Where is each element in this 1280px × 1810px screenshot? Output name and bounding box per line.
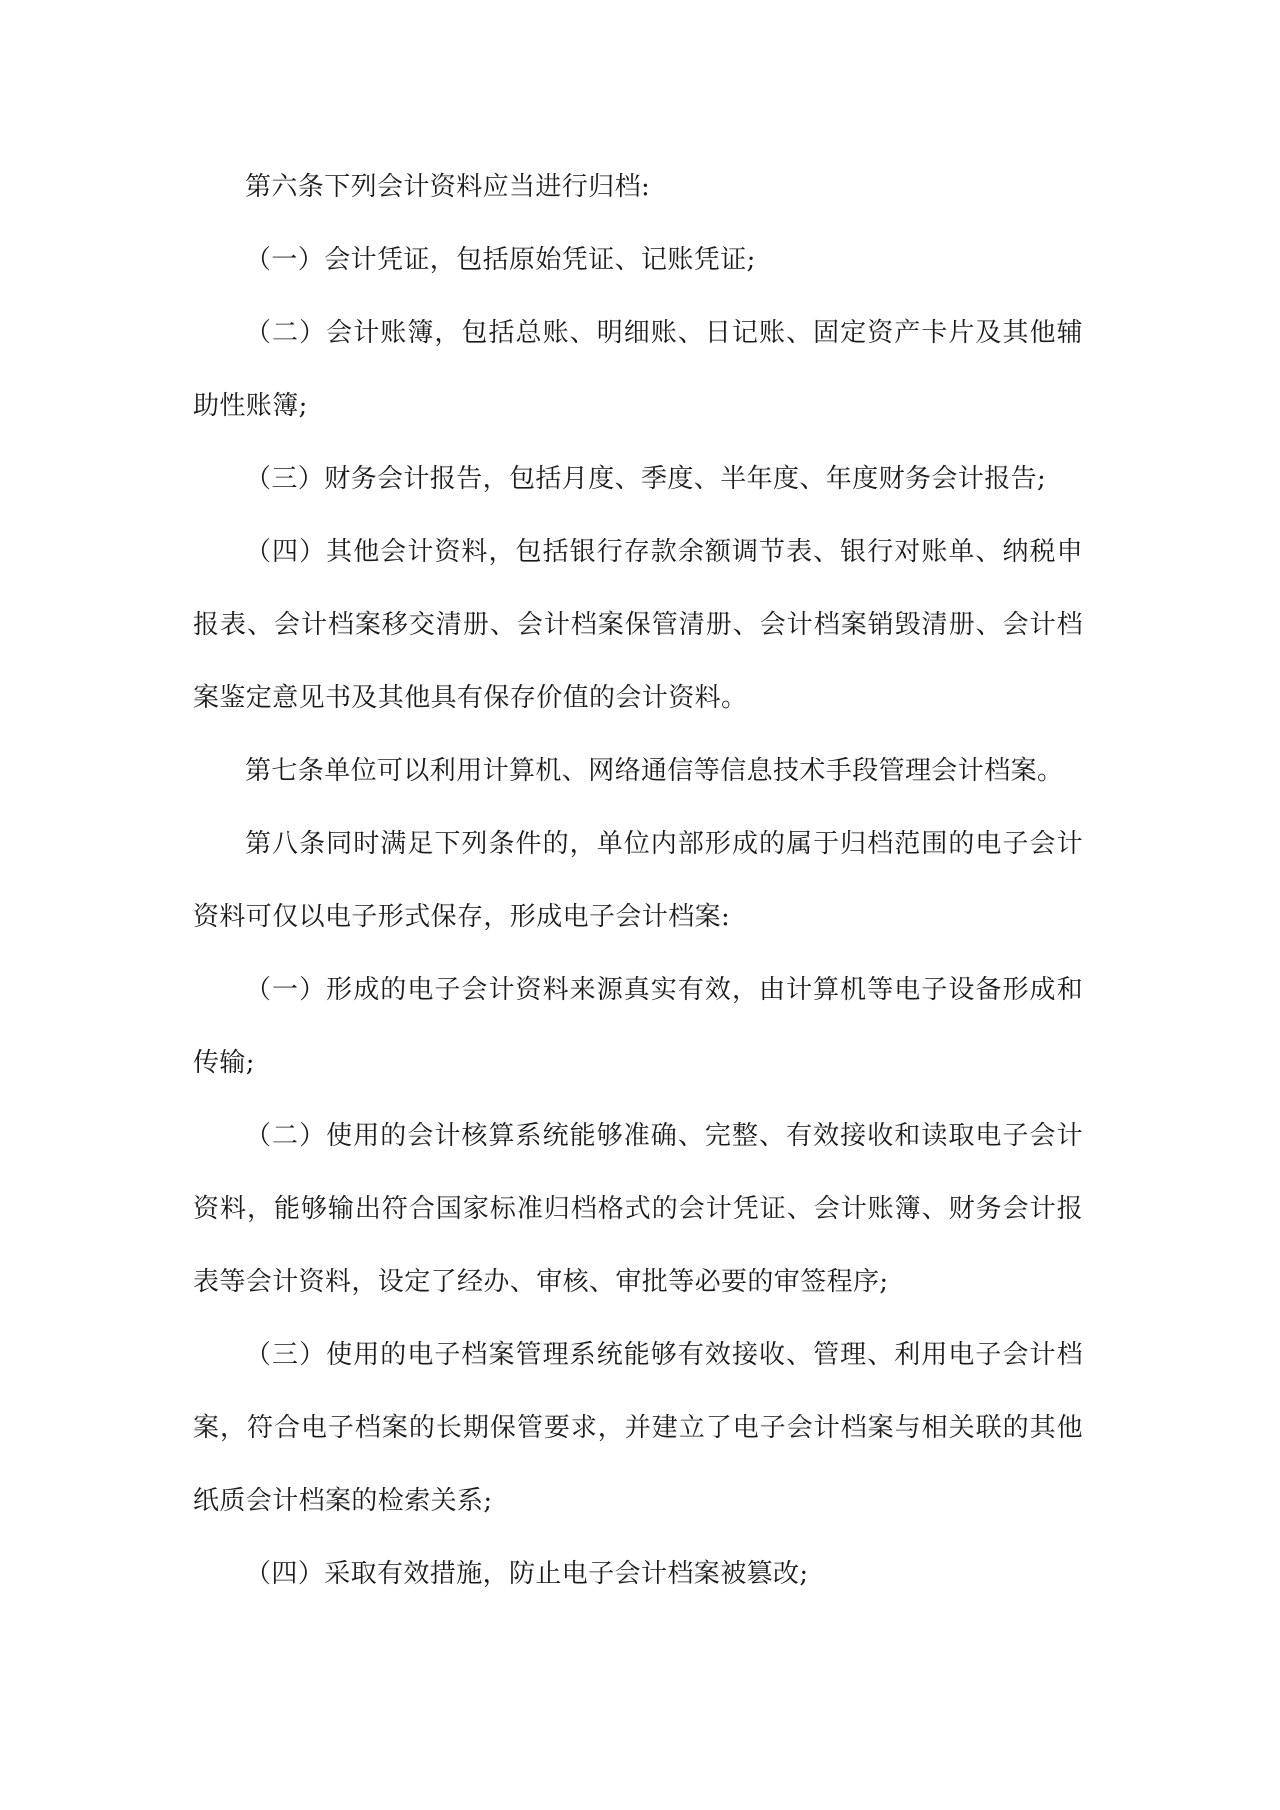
article-8-item-2: （二）使用的会计核算系统能够准确、完整、有效接收和读取电子会计资料，能够输出符合国家标准归档格式的会计凭证、会计账簿、财务会计报表等会计资料，设定了经办、审核、审批等必要的审签程序; — [193, 1121, 1083, 1297]
article-6-item-3: （三）财务会计报告，包括月度、季度、半年度、年度财务会计报告; — [245, 464, 1047, 494]
article-6-item-2: （二）会计账簿，包括总账、明细账、日记账、固定资产卡片及其他辅助性账簿; — [193, 318, 1083, 421]
article-8-heading: 第八条同时满足下列条件的，单位内部形成的属于归档范围的电子会计资料可仅以电子形式保存，形成电子会计档案: — [193, 829, 1083, 932]
article-6-heading: 第六条下列会计资料应当进行归档: — [245, 172, 651, 202]
article-6-item-4: （四）其他会计资料，包括银行存款余额调节表、银行对账单、纳税申报表、会计档案移交清册、会计档案保管清册、会计档案销毁清册、会计档案鉴定意见书及其他具有保存价值的会计资料。 — [193, 537, 1083, 713]
document-body — [193, 151, 1083, 1611]
article-6-item-1: （一）会计凭证，包括原始凭证、记账凭证; — [245, 245, 756, 275]
article-8-item-3: （三）使用的电子档案管理系统能够有效接收、管理、利用电子会计档案，符合电子档案的长期保管要求，并建立了电子会计档案与相关联的其他纸质会计档案的检索关系; — [193, 1340, 1083, 1516]
article-7: 第七条单位可以利用计算机、网络通信等信息技术手段管理会计档案。 — [245, 756, 1064, 786]
article-8-item-4: （四）采取有效措施，防止电子会计档案被篡改; — [245, 1559, 809, 1589]
article-8-item-1: （一）形成的电子会计资料来源真实有效，由计算机等电子设备形成和传输; — [193, 975, 1083, 1078]
